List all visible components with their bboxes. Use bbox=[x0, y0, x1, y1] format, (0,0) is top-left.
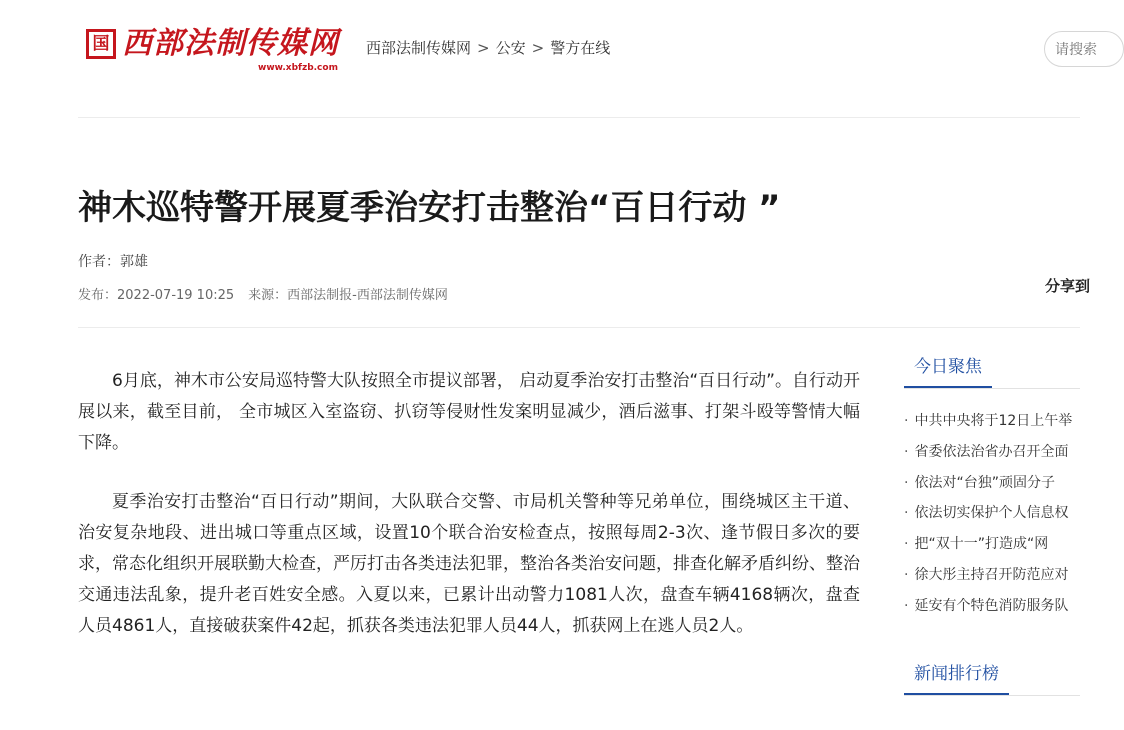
breadcrumb-home[interactable]: 西部法制传媒网 bbox=[366, 39, 472, 57]
focus-list-item[interactable]: · 依法对“台独”顽固分子 bbox=[904, 474, 1055, 491]
breadcrumb-police[interactable]: 公安 bbox=[495, 39, 526, 57]
search-input[interactable] bbox=[1044, 31, 1124, 67]
focus-list-item[interactable]: · 延安有个特色消防服务队 bbox=[904, 597, 1069, 614]
sidebar bbox=[904, 352, 1080, 730]
breadcrumb-separator: > bbox=[477, 39, 490, 57]
meta-divider bbox=[78, 327, 1080, 328]
breadcrumb-separator: > bbox=[531, 39, 545, 57]
focus-list-item[interactable]: · 徐大彤主持召开防范应对 bbox=[904, 566, 1069, 583]
publish-time: 发布：2022-07-19 10:25 bbox=[78, 288, 235, 303]
site-logo[interactable] bbox=[86, 24, 348, 76]
bullet-icon: · bbox=[904, 474, 909, 491]
focus-section-title[interactable]: 今日聚焦 bbox=[904, 352, 992, 388]
ranking-section-title[interactable]: 新闻排行榜 bbox=[904, 659, 1009, 695]
header-divider bbox=[78, 117, 1080, 118]
bullet-icon: · bbox=[904, 505, 909, 522]
bullet-icon: · bbox=[904, 566, 909, 583]
bullet-icon: · bbox=[904, 597, 909, 614]
article-source: 来源：西部法制报-西部法制传媒网 bbox=[248, 288, 448, 303]
article-paragraph: 6月底，神木市公安局巡特警大队按照全市提议部署， 启动夏季治安打击整治“百日行动”。自行动开展以来，截至目前， 全市城区入室盗窃、扒窃等侵财性发案明显减少，酒后滋事、打架斗殴等警情大幅下降。 bbox=[78, 371, 860, 453]
logo-url: www.xbfzb.com bbox=[258, 63, 338, 73]
bullet-icon: · bbox=[904, 536, 909, 553]
article-title: 神木巡特警开展夏季治安打击整治“百日行动 ” bbox=[78, 188, 781, 228]
focus-section-header bbox=[904, 352, 1080, 389]
share-label[interactable]: 分享到 bbox=[1045, 277, 1091, 295]
logo-site-name: 西部法制传媒网 bbox=[122, 26, 339, 61]
article-meta bbox=[78, 286, 448, 306]
breadcrumb bbox=[366, 38, 610, 58]
site-header bbox=[0, 0, 1080, 100]
article-author: 作者：郭雄 bbox=[78, 254, 148, 270]
focus-list bbox=[904, 411, 1080, 627]
logo-seal: 国 bbox=[86, 29, 116, 59]
ranking-section-header bbox=[904, 659, 1080, 696]
bullet-icon: · bbox=[904, 443, 909, 460]
article-body bbox=[78, 366, 860, 670]
focus-list-item[interactable]: · 依法切实保护个人信息权 bbox=[904, 505, 1069, 522]
bullet-icon: · bbox=[904, 413, 909, 429]
breadcrumb-police-online[interactable]: 警方在线 bbox=[550, 39, 611, 57]
focus-list-item[interactable]: · 把“双十一”打造成“网 bbox=[904, 536, 1049, 553]
focus-list-item[interactable]: · 省委依法治省办召开全面 bbox=[904, 443, 1069, 460]
focus-list-item[interactable]: · 中共中央将于12日上午举 bbox=[904, 413, 1073, 429]
article-paragraph: 夏季治安打击整治“百日行动”期间，大队联合交警、市局机关警种等兄弟单位，围绕城区主干道、治安复杂地段、进出城口等重点区域，设置10个联合治安检查点，按照每周2-3次、逢节假日多次的要求，常态化组织开展联勤大检查，严厉打击各类违法犯罪，整治各类治安问题，排查化解矛盾纠纷、整治交通违法乱象，提升老百姓安全感。入夏以来，已累计出动警力1081人次，盘查车辆4168辆次，盘查人员4861人，直接破获案件42起，抓获各类违法犯罪人员44人，抓获网上在逃人员2人。 bbox=[78, 492, 860, 636]
